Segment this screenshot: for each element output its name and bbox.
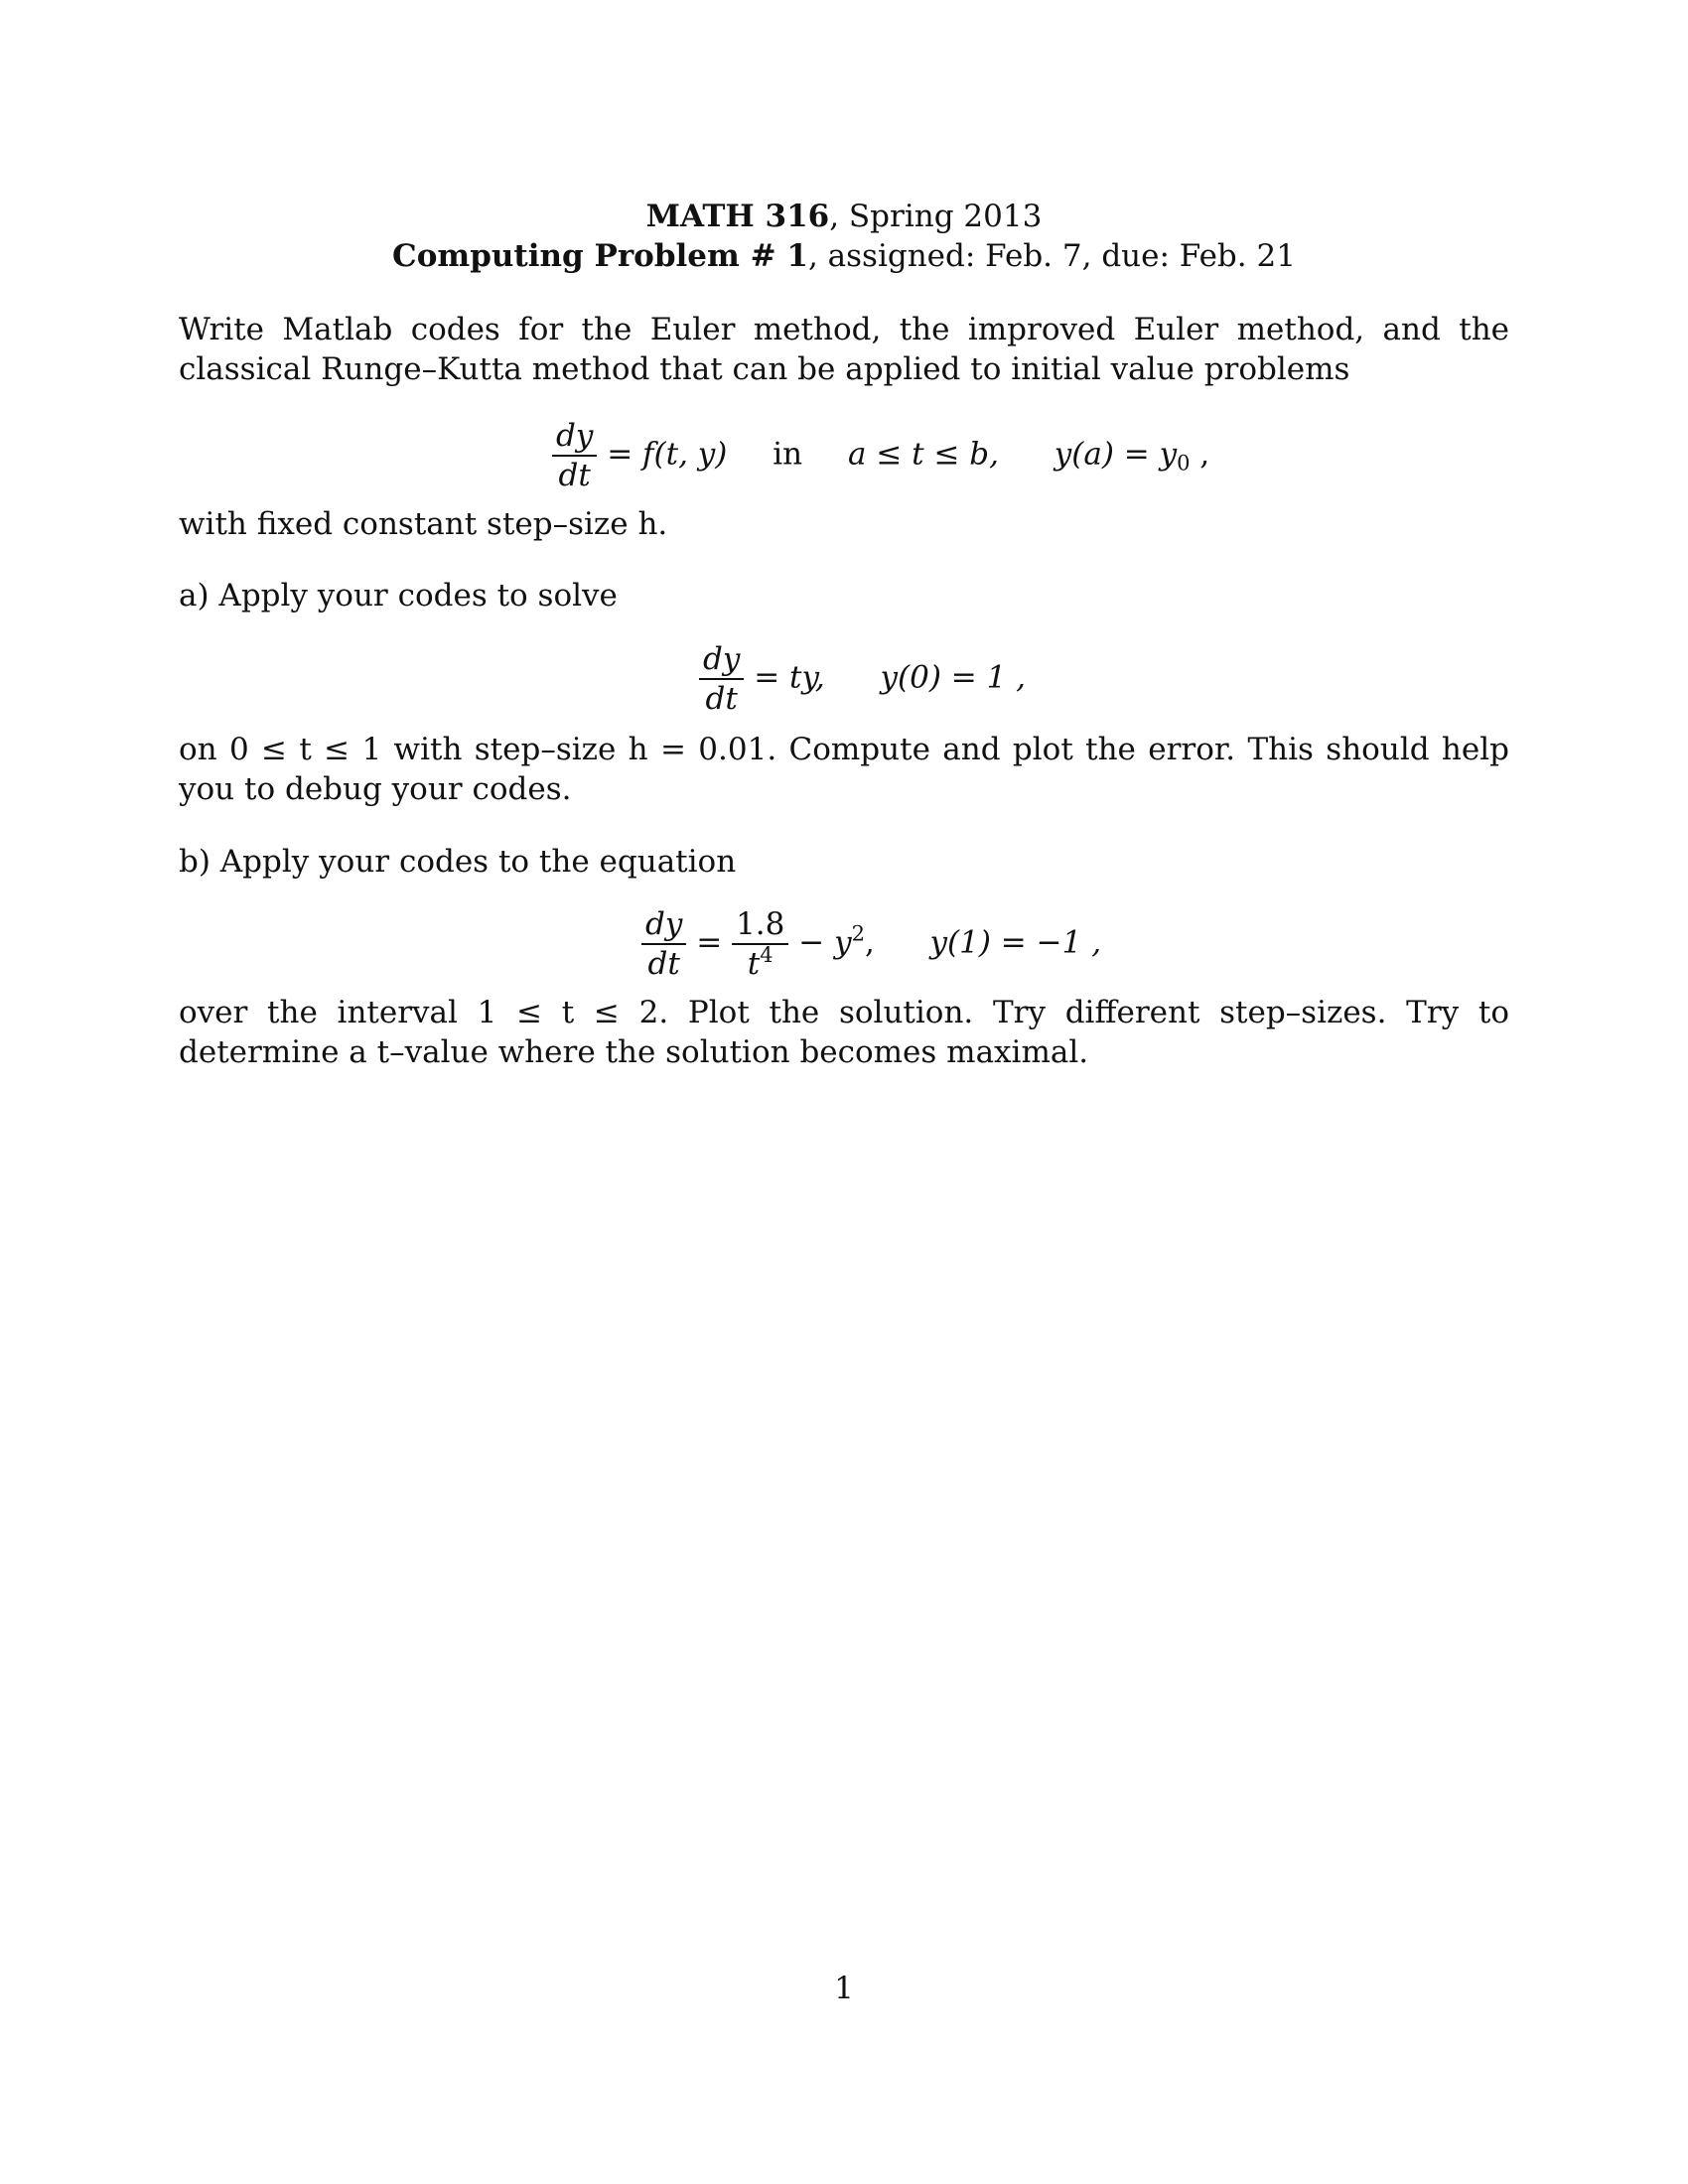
course-code: MATH 316 xyxy=(645,199,830,234)
constant-numerator: 1.8 xyxy=(732,905,788,945)
header-line-1 xyxy=(0,197,1688,236)
constant-fraction xyxy=(732,905,788,983)
part-a-initial-condition: y(0) = 1 , xyxy=(880,659,1027,696)
part-b-after-text: over the interval 1 ≤ t ≤ 2. Plot the solution. Try different step–sizes. Try to determine a t–value where the solution becomes maximal. xyxy=(179,995,1509,1070)
fraction-numerator: dy xyxy=(699,640,744,680)
part-b-comma: , xyxy=(864,924,875,961)
part-b-lead: b) Apply your codes to the equation xyxy=(179,844,737,880)
fraction-denominator: dt xyxy=(705,681,738,717)
intro-paragraph: Write Matlab codes for the Euler method, the improved Euler method, and the classical Runge–Kutta method that can be applied to initial value problems xyxy=(179,312,1509,387)
intro-after-text: with fixed constant step–size h. xyxy=(179,506,668,542)
semester: , Spring 2013 xyxy=(829,199,1043,234)
fraction-denominator: dt xyxy=(647,946,680,982)
fraction-denominator: dt xyxy=(558,458,591,493)
problem-title: Computing Problem # 1 xyxy=(392,238,808,274)
part-a-after-text: on 0 ≤ t ≤ 1 with step–size h = 0.01. Compute and plot the error. This should help you to debug your codes. xyxy=(179,732,1509,807)
fraction-numerator: dy xyxy=(552,417,597,457)
part-a-lead: a) Apply your codes to solve xyxy=(179,578,618,614)
part-a-equation xyxy=(699,640,1026,718)
part-b-initial-condition: y(1) = −1 , xyxy=(929,924,1102,961)
ivp-range: a ≤ t ≤ b, xyxy=(848,436,1000,473)
ivp-ic-subscript: 0 xyxy=(1177,451,1191,476)
constant-denominator: t xyxy=(747,946,761,982)
ivp-ic-tail: , xyxy=(1190,436,1210,473)
part-b-equals: = xyxy=(696,924,723,961)
derivative-fraction xyxy=(641,905,686,983)
derivative-fraction xyxy=(552,417,597,494)
fraction-numerator: dy xyxy=(641,905,686,945)
ivp-rhs: = f(t, y) xyxy=(607,436,728,473)
page-number: 1 xyxy=(834,1971,854,2006)
ivp-in: in xyxy=(773,436,803,473)
derivative-fraction xyxy=(699,640,744,718)
square-exponent: 2 xyxy=(851,921,865,946)
assignment-dates: , assigned: Feb. 7, due: Feb. 21 xyxy=(807,238,1296,274)
ivp-initial-condition: y(a) = y xyxy=(1054,436,1178,473)
part-b-equation xyxy=(641,905,1101,983)
part-a-rhs: = ty, xyxy=(754,659,825,696)
ivp-equation xyxy=(552,417,1209,494)
denominator-exponent: 4 xyxy=(760,943,774,967)
part-b-minus-term: − y xyxy=(798,924,852,961)
header-line-2 xyxy=(0,236,1688,276)
